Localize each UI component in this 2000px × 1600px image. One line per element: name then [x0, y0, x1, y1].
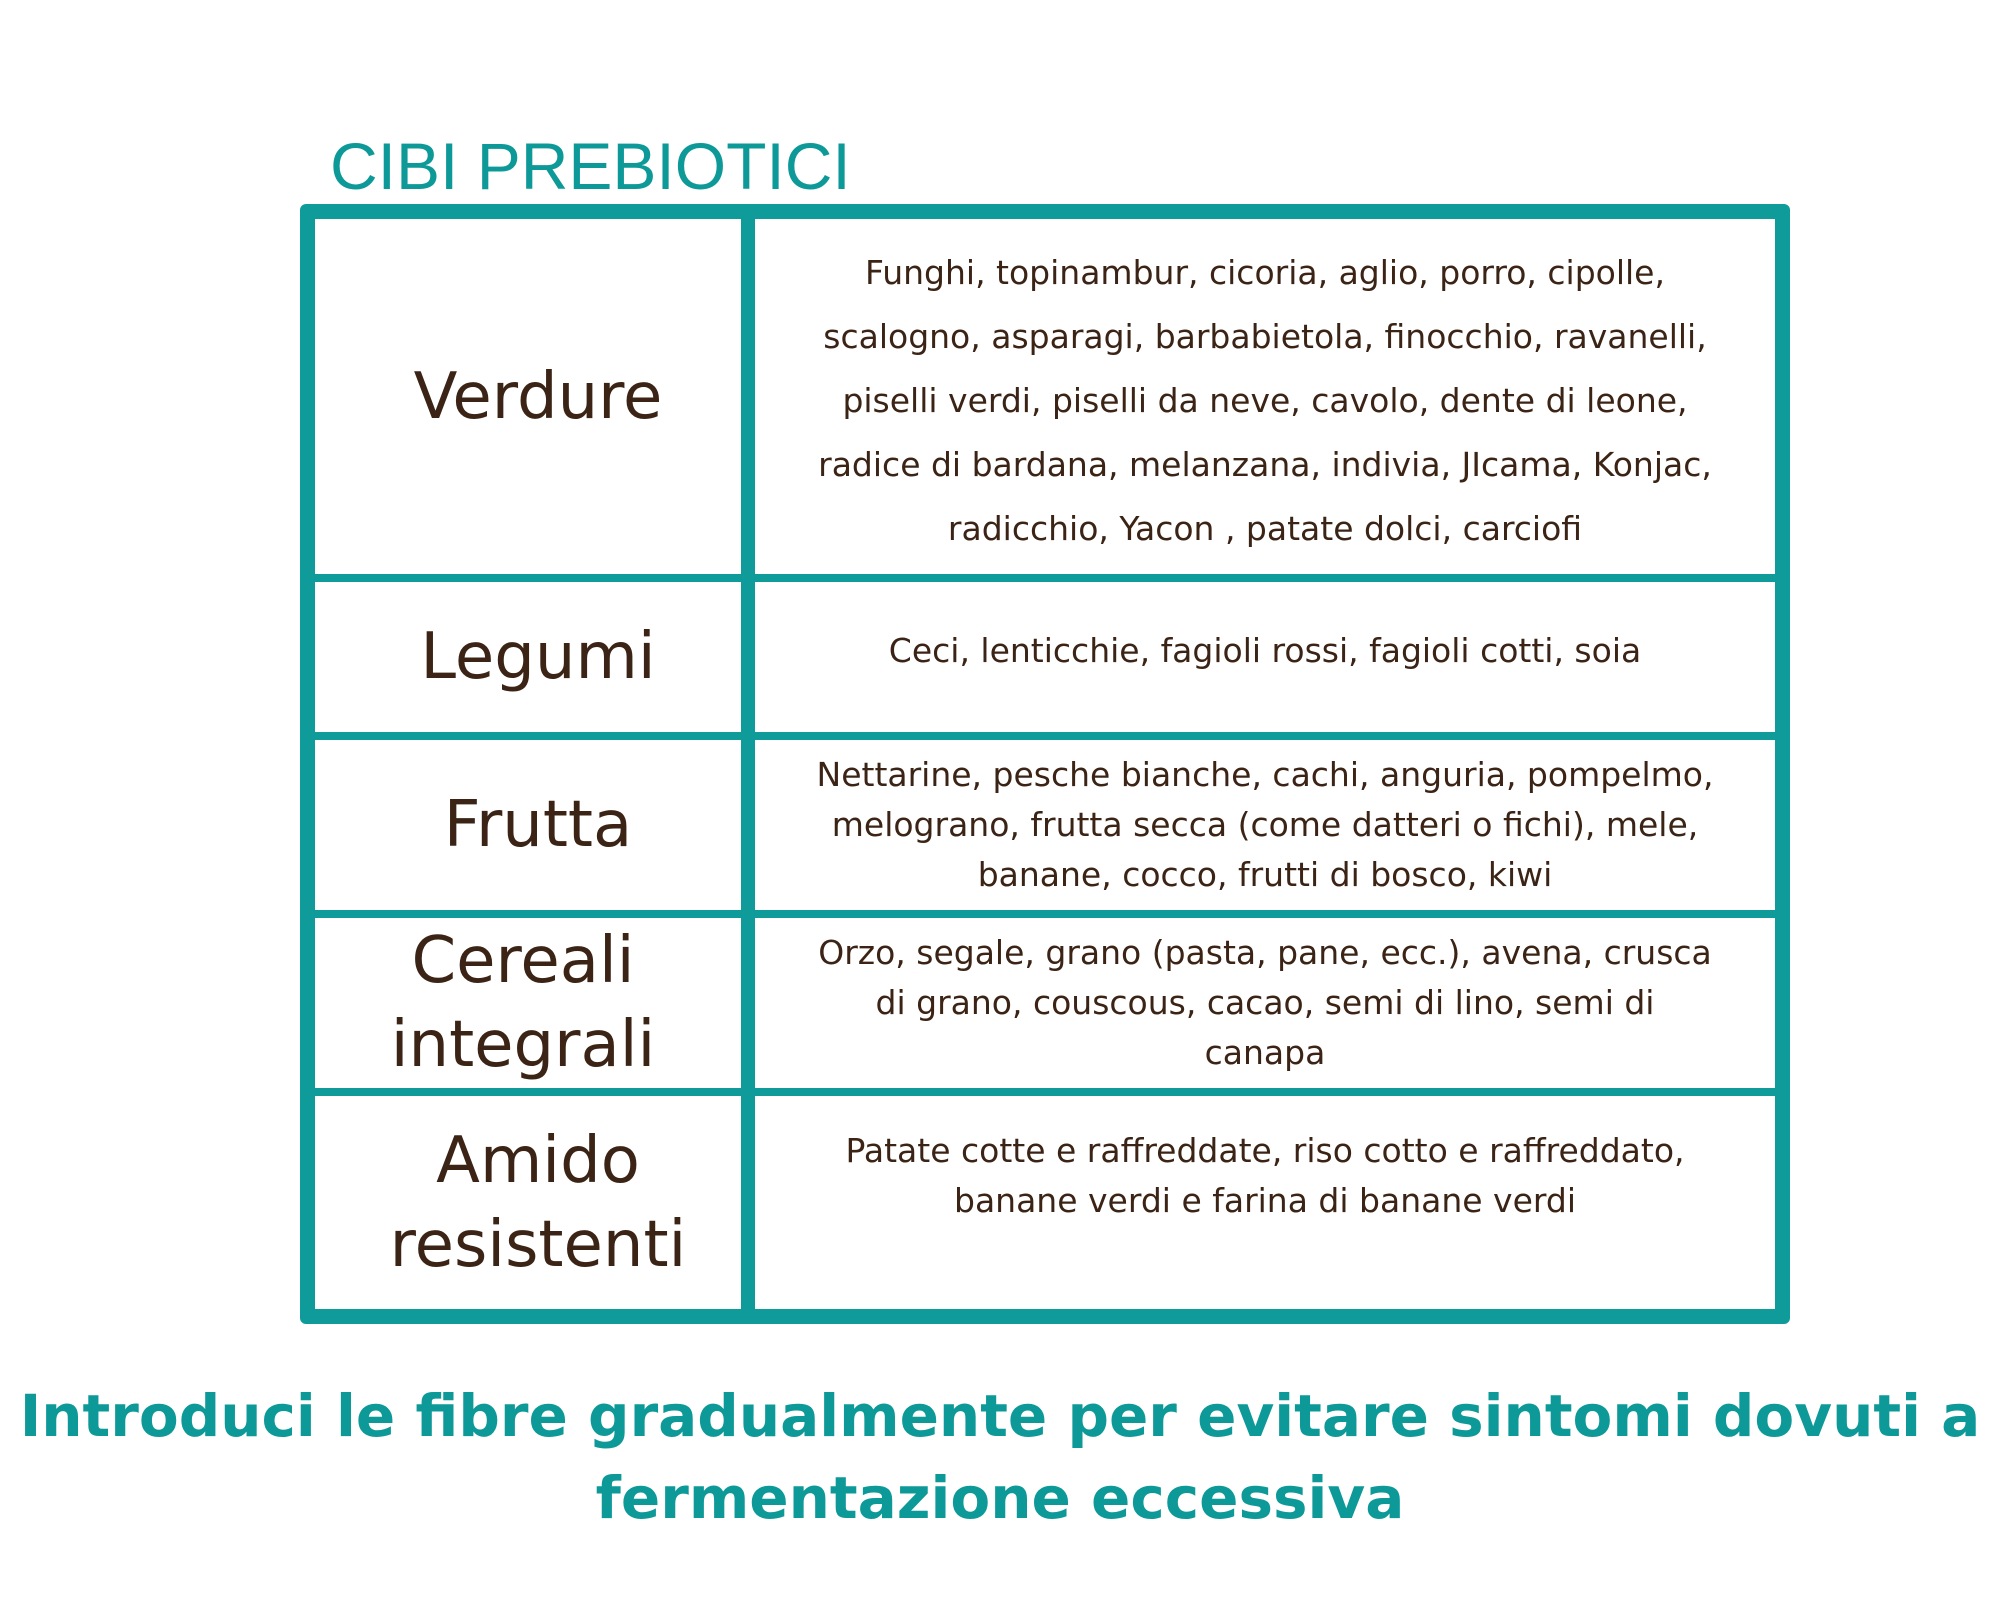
- food-list: Nettarine, pesche bianche, cachi, anguria, pompelmo, melograno, frutta secca (come datteri o fichi), mele, banane, cocco, frutti di bosco, kiwi: [816, 755, 1714, 894]
- prebiotic-foods-table: [300, 204, 1790, 1324]
- category-label: Verdure: [315, 219, 755, 574]
- page-title: CIBI PREBIOTICI: [330, 129, 851, 203]
- table-row-legumi: [315, 582, 1775, 740]
- table-row-amido-resistenti: [315, 1096, 1775, 1309]
- category-label: Cereali integrali: [315, 918, 755, 1088]
- category-label: Frutta: [315, 740, 755, 910]
- food-list: Funghi, topinambur, cicoria, aglio, porro, cipolle, scalogno, asparagi, barbabietola, finocchio, ravanelli, piselli verdi, piselli da neve, cavolo, dente di leone, radice di bardana, melanzana, indivia, JIcama, Konjac, radicchio, Yacon , patate dolci, carciofi: [818, 253, 1712, 548]
- food-list: Orzo, segale, grano (pasta, pane, ecc.), avena, crusca di grano, couscous, cacao, semi di lino, semi di canapa: [818, 933, 1712, 1072]
- food-list: Ceci, lenticchie, fagioli rossi, fagioli cotti, soia: [888, 631, 1642, 670]
- table-row-cereali-integrali: [315, 918, 1775, 1096]
- table-row-frutta: [315, 740, 1775, 918]
- footer-advice: Introduci le fibre gradualmente per evitare sintomi dovuti a fermentazione eccessiva: [19, 1382, 1981, 1532]
- food-list: Patate cotte e raffreddate, riso cotto e raffreddato, banane verdi e farina di banane verdi: [845, 1131, 1685, 1220]
- category-label: Amido resistenti: [315, 1096, 755, 1309]
- category-label: Legumi: [315, 582, 755, 732]
- table-row-verdure: [315, 219, 1775, 582]
